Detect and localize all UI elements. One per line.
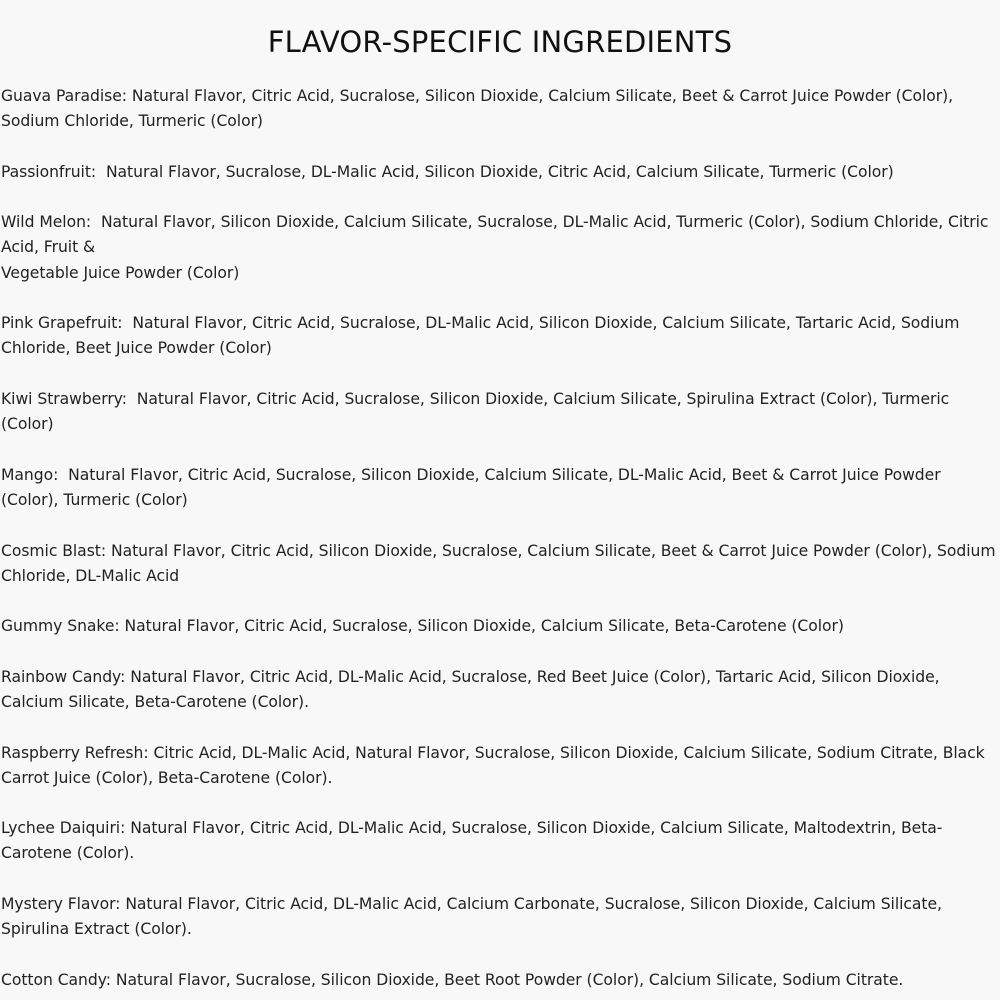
flavor-entry-guava-paradise (1, 84, 999, 135)
ingredient-list: Natural Flavor, Citric Acid, Sucralose, Silicon Dioxide, Calcium Silicate, Spirulina Extract (Color), Turmeric (Color) (1, 390, 950, 434)
flavor-entry-cosmic-blast (1, 539, 999, 590)
page-title: FLAVOR-SPECIFIC INGREDIENTS (267, 25, 733, 59)
flavor-name: Mango: (1, 466, 59, 484)
flavor-name: Raspberry Refresh: (1, 744, 149, 762)
flavor-name: Kiwi Strawberry: (1, 390, 127, 408)
flavor-name: Mystery Flavor: (1, 895, 121, 913)
flavor-entry-mystery-flavor (1, 892, 999, 943)
flavor-entry-pink-grapefruit (1, 311, 999, 362)
flavor-name: Gummy Snake: (1, 617, 120, 635)
ingredient-list: Natural Flavor, Citric Acid, DL-Malic Acid, Sucralose, Silicon Dioxide, Calcium Silicate, Maltodextrin, Beta-Carotene (Color). (1, 819, 943, 863)
ingredient-list: Natural Flavor, Citric Acid, Sucralose, Silicon Dioxide, Calcium Silicate, Beta-Carotene (Color) (124, 617, 844, 635)
flavor-name: Pink Grapefruit: (1, 314, 123, 332)
ingredient-list: Natural Flavor, Citric Acid, Sucralose, DL-Malic Acid, Silicon Dioxide, Calcium Silicate, Tartaric Acid, Sodium Chloride, Beet Juice Powder (Color) (1, 314, 960, 358)
ingredient-list: Natural Flavor, Citric Acid, DL-Malic Acid, Sucralose, Red Beet Juice (Color), Tartaric Acid, Silicon Dioxide, Calcium Silicate, Beta-Carotene (Color). (1, 668, 940, 712)
flavor-entry-cotton-candy (1, 968, 999, 993)
ingredient-list-continued: Vegetable Juice Powder (Color) (1, 263, 240, 282)
ingredient-list: Natural Flavor, Citric Acid, Sucralose, Silicon Dioxide, Calcium Silicate, DL-Malic Acid, Beet & Carrot Juice Powder (Color), Turmeric (Color) (1, 466, 941, 510)
flavor-name: Cotton Candy: (1, 971, 111, 989)
flavor-name: Lychee Daiquiri: (1, 819, 126, 837)
flavor-entry-mango (1, 463, 999, 514)
flavor-entry-lychee-daiquiri (1, 816, 999, 867)
flavor-entry-kiwi-strawberry (1, 387, 999, 438)
flavor-entry-rainbow-candy (1, 665, 999, 716)
flavor-entry-gummy-snake (1, 614, 999, 639)
flavor-name: Passionfruit: (1, 163, 97, 181)
flavor-name: Rainbow Candy: (1, 668, 126, 686)
flavor-name: Cosmic Blast: (1, 542, 107, 560)
ingredient-list: Natural Flavor, Sucralose, Silicon Dioxide, Beet Root Powder (Color), Calcium Silicate, Sodium Citrate. (115, 971, 904, 989)
ingredient-list: Natural Flavor, Citric Acid, Sucralose, Silicon Dioxide, Calcium Silicate, Beet & Carrot Juice Powder (Color), Sodium Chloride, Turmeric (Color) (1, 87, 954, 131)
flavor-entry-raspberry-refresh (1, 741, 999, 792)
ingredient-list: Natural Flavor, Sucralose, DL-Malic Acid, Silicon Dioxide, Citric Acid, Calcium Silicate, Turmeric (Color) (105, 163, 894, 181)
flavor-entry-wild-melon (1, 210, 999, 286)
ingredient-list: Natural Flavor, Citric Acid, DL-Malic Acid, Calcium Carbonate, Sucralose, Silicon Dioxide, Calcium Silicate, Spirulina Extract (Color). (1, 895, 942, 939)
flavor-name: Guava Paradise: (1, 87, 127, 105)
ingredient-list: Natural Flavor, Citric Acid, Silicon Dioxide, Sucralose, Calcium Silicate, Beet & Carrot Juice Powder (Color), Sodium Chloride, DL-Malic Acid (1, 542, 996, 586)
ingredient-list: Citric Acid, DL-Malic Acid, Natural Flavor, Sucralose, Silicon Dioxide, Calcium Silicate, Sodium Citrate, Black Carrot Juice (Color), Beta-Carotene (Color). (1, 744, 985, 788)
flavor-name: Wild Melon: (1, 213, 92, 231)
flavor-entry-passionfruit (1, 160, 999, 185)
ingredient-list: Natural Flavor, Silicon Dioxide, Calcium Silicate, Sucralose, DL-Malic Acid, Turmeric (Color), Sodium Chloride, Citric Acid, Fruit & (1, 213, 989, 257)
